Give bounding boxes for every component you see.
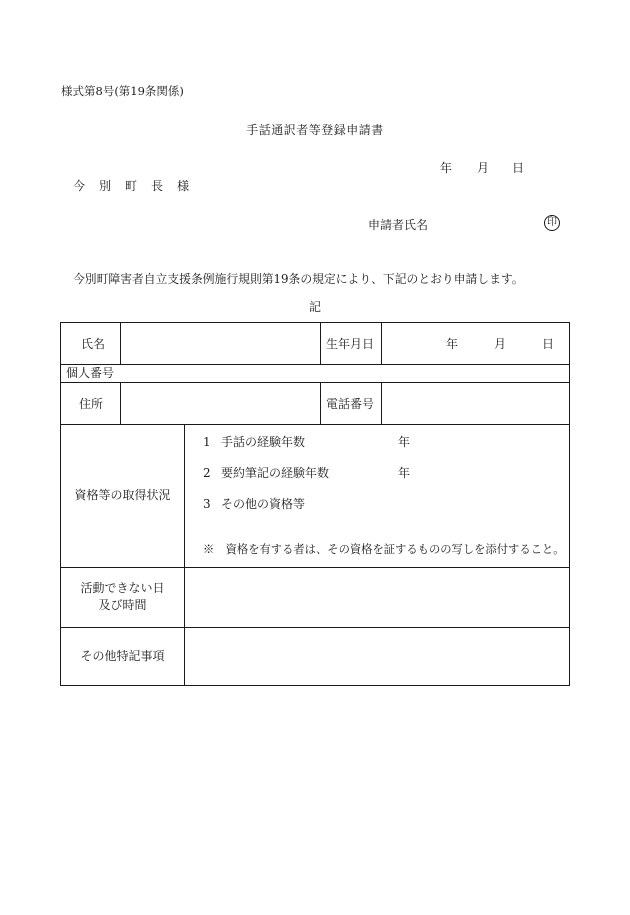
- recipient-char: 様: [177, 179, 190, 193]
- birth-day-label: 日: [542, 337, 555, 351]
- unavailable-label-line2: 及び時間: [98, 598, 147, 612]
- recipient-char: 今: [73, 179, 86, 193]
- phone-label: 電話番号: [326, 397, 375, 411]
- personal-number-label: 個人番号: [66, 366, 115, 380]
- unavailable-label-line1: 活動できない日: [80, 580, 165, 595]
- col-divider: [120, 382, 121, 424]
- col-divider: [320, 382, 321, 424]
- recipient-char: 町: [125, 179, 138, 193]
- form-number: 様式第8号(第19条関係): [61, 84, 184, 98]
- other-remarks-label-text: その他特記事項: [80, 648, 165, 663]
- birth-month-label: 月: [494, 337, 507, 351]
- qualification-item-text: その他の資格等: [221, 497, 306, 511]
- date-day-label: 日: [512, 161, 525, 175]
- date-month-label: 月: [477, 161, 490, 175]
- recipient: [73, 180, 203, 192]
- birth-year-label: 年: [446, 337, 459, 351]
- qualification-label-text: 資格等の取得状況: [74, 487, 171, 502]
- row-divider: [61, 382, 569, 383]
- address-label: 住所: [79, 397, 104, 411]
- col-divider: [320, 323, 321, 364]
- application-table: [60, 322, 570, 686]
- col-divider: [381, 382, 382, 424]
- col-divider: [120, 323, 121, 364]
- qualification-item-text: 要約筆記の経験年数: [221, 466, 330, 480]
- ki-heading: 記: [308, 300, 321, 314]
- recipient-char: 長: [151, 179, 164, 193]
- col-divider: [184, 424, 185, 686]
- qualification-item-unit: 年: [398, 466, 411, 480]
- unavailable-label-text: [80, 580, 164, 615]
- qualification-item-number: 2: [203, 466, 211, 480]
- unavailable-label: [61, 567, 184, 627]
- name-label: 氏名: [81, 337, 106, 351]
- applicant-name-label: 申請者氏名: [368, 218, 429, 232]
- other-remarks-label: [61, 627, 184, 686]
- document-title: 手話通訳者等登録申請書: [246, 123, 384, 137]
- recipient-char: 別: [99, 179, 112, 193]
- qualification-item-number: 1: [203, 435, 211, 449]
- row-divider: [61, 364, 569, 365]
- qualification-item-text: 手話の経験年数: [221, 435, 306, 449]
- qualification-item-unit: 年: [398, 435, 411, 449]
- qualification-item-number: 3: [203, 497, 211, 511]
- birthdate-label: 生年月日: [326, 337, 375, 351]
- qualification-note: ※ 資格を有する者は、その資格を証するものの写しを添付すること。: [203, 543, 565, 556]
- date-year-label: 年: [440, 161, 453, 175]
- qualification-label: [61, 424, 184, 567]
- seal-icon: 印: [544, 215, 560, 231]
- col-divider: [381, 323, 382, 364]
- application-statement: 今別町障害者自立支援条例施行規則第19条の規定により、下記のとおり申請します。: [73, 272, 524, 286]
